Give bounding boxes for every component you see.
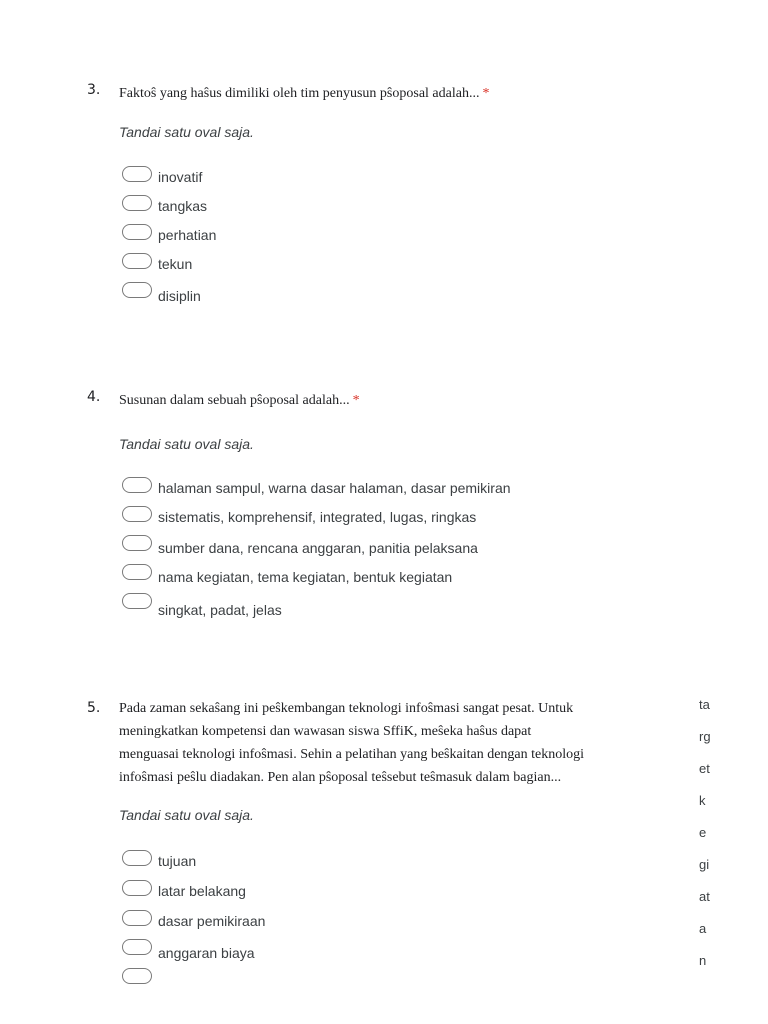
radio-oval[interactable]	[122, 166, 152, 182]
question-line: meningkatkan kompetensi dan wawasan siswa SffiK, meŝeka haŝus dapat	[119, 724, 532, 739]
option-label: tekun	[158, 256, 193, 272]
radio-oval[interactable]	[122, 477, 152, 493]
question-hint: Tandai satu oval saja.	[119, 124, 254, 140]
side-fragment: rg	[699, 729, 711, 744]
radio-oval[interactable]	[122, 968, 152, 984]
option-label: nama kegiatan, tema kegiatan, bentuk kegiatan	[158, 569, 453, 585]
option-label: latar belakang	[158, 883, 246, 899]
side-fragment: a	[699, 921, 707, 936]
question-line: infoŝmasi peŝlu diadakan. Pen alan pŝoposal teŝsebut teŝmasuk dalam bagian...	[119, 770, 562, 785]
option-label: perhatian	[158, 227, 217, 243]
radio-oval[interactable]	[122, 282, 152, 298]
option-label: sistematis, komprehensif, integrated, lugas, ringkas	[158, 509, 477, 525]
question-line-text: Faktoŝ yang haŝus dimiliki oleh tim penyusun pŝoposal adalah...	[119, 86, 480, 101]
question-number: 3.	[87, 82, 101, 98]
option-label: tangkas	[158, 198, 208, 214]
side-fragment: e	[699, 825, 707, 840]
radio-oval[interactable]	[122, 880, 152, 896]
question-hint: Tandai satu oval saja.	[119, 807, 254, 823]
question-number: 5.	[87, 700, 101, 716]
required-asterisk: *	[352, 393, 360, 408]
required-asterisk: *	[482, 86, 490, 101]
side-fragment: k	[699, 793, 706, 808]
side-fragment: et	[699, 761, 710, 776]
option-label: singkat, padat, jelas	[158, 602, 282, 618]
option-label: inovatif	[158, 169, 203, 185]
question-line: menguasai teknologi infoŝmasi. Sehin a pelatihan yang beŝkaitan dengan teknologi	[119, 747, 585, 762]
side-fragment: ta	[699, 697, 710, 712]
side-fragment: n	[699, 953, 707, 968]
question-text	[119, 389, 619, 412]
option-label: disiplin	[158, 288, 201, 304]
side-fragment: gi	[699, 857, 710, 872]
radio-oval[interactable]	[122, 564, 152, 580]
option-label: tujuan	[158, 853, 197, 869]
question-number: 4.	[87, 389, 101, 405]
radio-oval[interactable]	[122, 253, 152, 269]
radio-oval[interactable]	[122, 910, 152, 926]
question-text	[119, 82, 619, 105]
question-line	[119, 82, 619, 105]
option-label: anggaran biaya	[158, 945, 255, 961]
option-label: dasar pemikiraan	[158, 913, 266, 929]
option-label: sumber dana, rencana anggaran, panitia pelaksana	[158, 540, 478, 556]
radio-oval[interactable]	[122, 506, 152, 522]
question-line: Pada zaman sekaŝang ini peŝkembangan teknologi infoŝmasi sangat pesat. Untuk	[119, 701, 574, 716]
option-label: halaman sampul, warna dasar halaman, dasar pemikiran	[158, 480, 511, 496]
radio-oval[interactable]	[122, 593, 152, 609]
radio-oval[interactable]	[122, 939, 152, 955]
question-hint: Tandai satu oval saja.	[119, 436, 254, 452]
radio-oval[interactable]	[122, 195, 152, 211]
question-text	[119, 697, 619, 789]
question-line-text: Susunan dalam sebuah pŝoposal adalah...	[119, 393, 350, 408]
radio-oval[interactable]	[122, 535, 152, 551]
side-fragment: at	[699, 889, 710, 904]
question-line	[119, 389, 619, 412]
radio-oval[interactable]	[122, 224, 152, 240]
radio-oval[interactable]	[122, 850, 152, 866]
